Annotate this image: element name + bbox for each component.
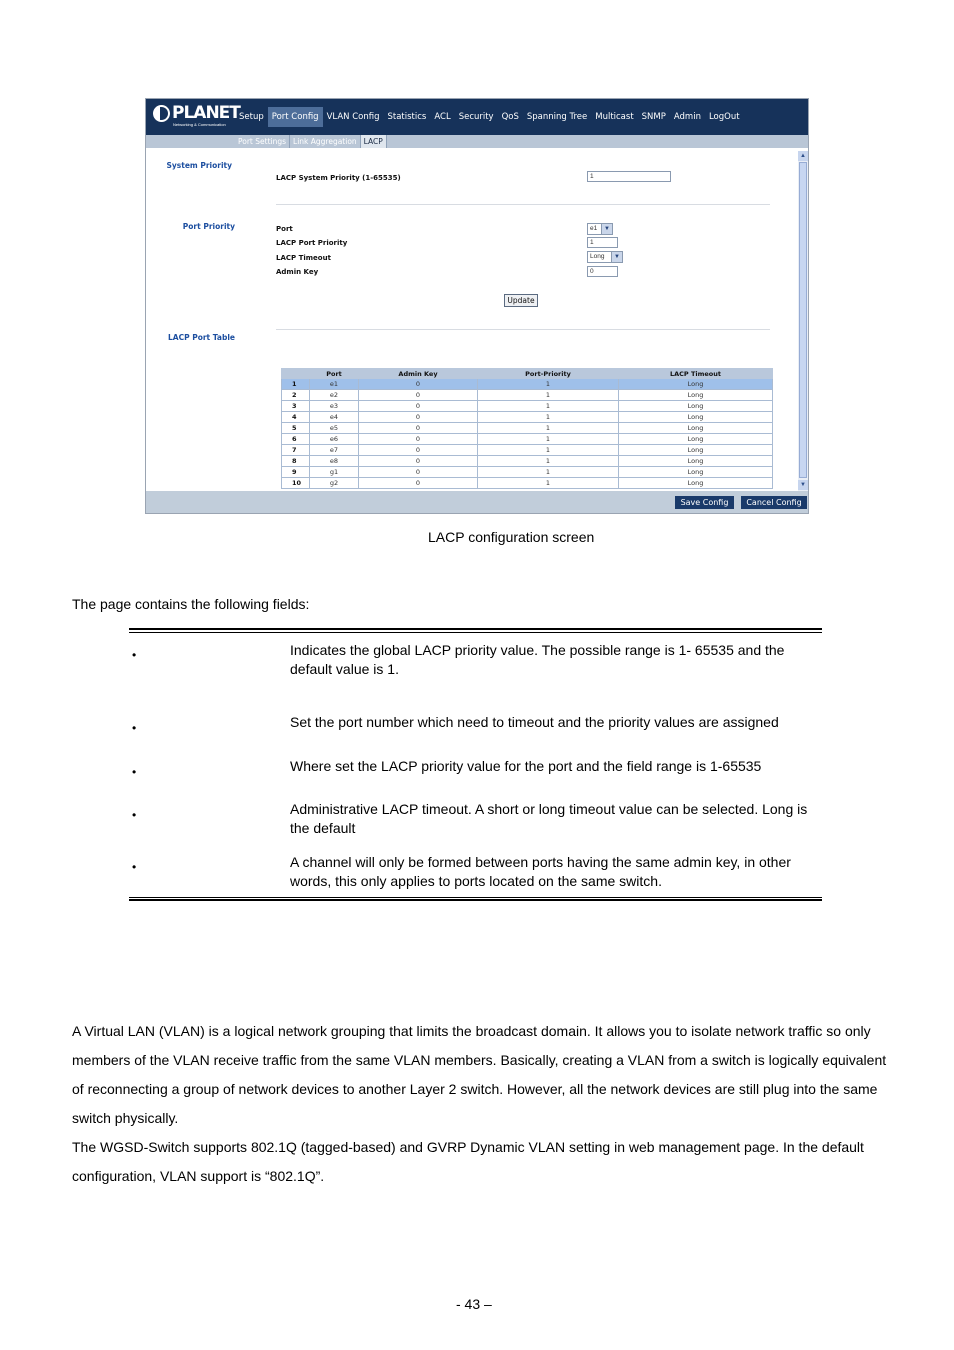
page-number: - 43 – bbox=[456, 1296, 492, 1312]
subnav-port-settings[interactable]: Port Settings bbox=[235, 135, 290, 148]
table-row[interactable] bbox=[282, 445, 773, 456]
table-header-blank bbox=[282, 369, 310, 379]
row-port: e6 bbox=[310, 434, 359, 445]
row-admin-key: 0 bbox=[359, 390, 478, 401]
row-lacp-timeout: Long bbox=[619, 390, 773, 401]
port-priority-section-label: Port Priority bbox=[182, 222, 235, 231]
row-index: 4 bbox=[282, 412, 310, 423]
table-header-port-priority: Port-Priority bbox=[478, 369, 619, 379]
planet-logo bbox=[153, 103, 240, 129]
row-port: e7 bbox=[310, 445, 359, 456]
chevron-down-icon: ▼ bbox=[611, 252, 622, 262]
row-lacp-timeout: Long bbox=[619, 423, 773, 434]
row-port-priority: 1 bbox=[478, 423, 619, 434]
update-button[interactable]: Update bbox=[504, 294, 538, 307]
row-admin-key: 0 bbox=[359, 456, 478, 467]
row-port-priority: 1 bbox=[478, 478, 619, 489]
bullet-icon: • bbox=[132, 860, 137, 874]
row-admin-key: 0 bbox=[359, 434, 478, 445]
vlan-paragraph-2: The WGSD-Switch supports 802.1Q (tagged-based) and GVRP Dynamic VLAN setting in web management page. In the default configuration, VLAN support is “802.1Q”. bbox=[72, 1139, 864, 1184]
table-bottom-rule-thin bbox=[129, 897, 822, 898]
field-description: Indicates the global LACP priority value. The possible range is 1- 65535 and the default value is 1. bbox=[290, 642, 785, 677]
row-port: e4 bbox=[310, 412, 359, 423]
port-select-value: e1 bbox=[590, 225, 598, 232]
table-top-rule-thin bbox=[129, 632, 822, 633]
table-top-rule bbox=[129, 628, 822, 630]
row-index: 2 bbox=[282, 390, 310, 401]
bullet-icon: • bbox=[132, 648, 137, 662]
row-lacp-timeout: Long bbox=[619, 467, 773, 478]
row-port: e3 bbox=[310, 401, 359, 412]
table-row[interactable] bbox=[282, 390, 773, 401]
sub-navigation-bar bbox=[146, 135, 809, 148]
nav-security[interactable]: Security bbox=[458, 112, 494, 122]
row-lacp-timeout: Long bbox=[619, 434, 773, 445]
table-header-admin-key: Admin Key bbox=[359, 369, 478, 379]
row-port-priority: 1 bbox=[478, 390, 619, 401]
row-index: 5 bbox=[282, 423, 310, 434]
nav-port-config[interactable]: Port Config bbox=[268, 107, 323, 127]
intro-text: The page contains the following fields: bbox=[72, 596, 310, 612]
section-divider bbox=[276, 204, 770, 205]
row-port-priority: 1 bbox=[478, 434, 619, 445]
row-index: 10 bbox=[282, 478, 310, 489]
chevron-down-icon: ▼ bbox=[601, 224, 612, 234]
field-description: Administrative LACP timeout. A short or long timeout value can be selected. Long is the default bbox=[290, 801, 808, 836]
row-port: g2 bbox=[310, 478, 359, 489]
port-select[interactable] bbox=[587, 223, 613, 235]
table-row[interactable] bbox=[282, 434, 773, 445]
table-row[interactable] bbox=[282, 423, 773, 434]
scrollbar-thumb[interactable] bbox=[799, 162, 807, 478]
nav-acl[interactable]: ACL bbox=[434, 112, 451, 122]
planet-logo-icon bbox=[153, 105, 170, 122]
row-admin-key: 0 bbox=[359, 412, 478, 423]
row-port-priority: 1 bbox=[478, 401, 619, 412]
bullet-icon: • bbox=[132, 808, 137, 822]
vlan-paragraph-1: A Virtual LAN (VLAN) is a logical network grouping that limits the broadcast domain. It allows you to isolate network traffic so only members of the VLAN receive traffic from the same VLAN members. Basically, creating a VLAN from a switch is logically equivalent of reconnecting a group of network devices to another Layer 2 switch. However, all the network devices are still plug into the same switch physically. bbox=[72, 1023, 887, 1126]
row-port-priority: 1 bbox=[478, 412, 619, 423]
top-navigation-bar bbox=[146, 99, 809, 135]
row-port: e5 bbox=[310, 423, 359, 434]
cancel-config-button[interactable]: Cancel Config bbox=[741, 496, 807, 509]
nav-vlan-config[interactable]: VLAN Config bbox=[326, 112, 380, 122]
table-row[interactable] bbox=[282, 467, 773, 478]
table-row[interactable] bbox=[282, 478, 773, 489]
row-lacp-timeout: Long bbox=[619, 401, 773, 412]
row-admin-key: 0 bbox=[359, 445, 478, 456]
lacp-timeout-select-value: Long bbox=[590, 253, 605, 260]
main-nav bbox=[235, 107, 744, 127]
row-index: 8 bbox=[282, 456, 310, 467]
lacp-port-priority-input[interactable]: 1 bbox=[587, 237, 618, 248]
nav-spanning-tree[interactable]: Spanning Tree bbox=[526, 112, 588, 122]
nav-qos[interactable]: QoS bbox=[501, 112, 519, 122]
table-header-lacp-timeout: LACP Timeout bbox=[619, 369, 773, 379]
table-header-port: Port bbox=[310, 369, 359, 379]
row-port: g1 bbox=[310, 467, 359, 478]
row-index: 3 bbox=[282, 401, 310, 412]
field-description: Where set the LACP priority value for the port and the field range is 1-65535 bbox=[290, 758, 762, 774]
row-index: 6 bbox=[282, 434, 310, 445]
scroll-up-icon[interactable]: ▲ bbox=[798, 151, 808, 161]
row-port: e2 bbox=[310, 390, 359, 401]
lacp-timeout-select[interactable] bbox=[587, 251, 623, 263]
figure-caption: LACP configuration screen bbox=[428, 529, 595, 545]
admin-key-input[interactable]: 0 bbox=[587, 266, 618, 277]
table-bottom-rule bbox=[129, 899, 822, 901]
table-row[interactable] bbox=[282, 456, 773, 467]
table-header-row bbox=[282, 369, 773, 379]
row-lacp-timeout: Long bbox=[619, 445, 773, 456]
admin-key-label: Admin Key bbox=[276, 268, 319, 276]
port-label: Port bbox=[276, 225, 293, 233]
lacp-port-table-section-label: LACP Port Table bbox=[168, 333, 235, 342]
row-port: e8 bbox=[310, 456, 359, 467]
subnav-link-aggregation[interactable]: Link Aggregation bbox=[290, 135, 361, 148]
row-admin-key: 0 bbox=[359, 423, 478, 434]
table-row[interactable] bbox=[282, 379, 773, 390]
row-admin-key: 0 bbox=[359, 478, 478, 489]
subnav-lacp[interactable]: LACP bbox=[361, 135, 387, 148]
lacp-port-table bbox=[281, 368, 773, 489]
row-admin-key: 0 bbox=[359, 379, 478, 390]
row-port-priority: 1 bbox=[478, 379, 619, 390]
row-lacp-timeout: Long bbox=[619, 379, 773, 390]
field-description: Set the port number which need to timeout and the priority values are assigned bbox=[290, 714, 779, 730]
lacp-timeout-label: LACP Timeout bbox=[276, 254, 331, 262]
table-row[interactable] bbox=[282, 412, 773, 423]
scroll-down-icon[interactable]: ▼ bbox=[798, 480, 808, 490]
nav-snmp[interactable]: SNMP bbox=[641, 112, 666, 122]
system-priority-section-label: System Priority bbox=[166, 161, 232, 170]
logo-tagline: Networking & Communication bbox=[173, 122, 226, 127]
nav-statistics[interactable]: Statistics bbox=[387, 112, 427, 122]
row-port-priority: 1 bbox=[478, 445, 619, 456]
save-config-button[interactable]: Save Config bbox=[675, 496, 734, 509]
nav-setup[interactable]: Setup bbox=[239, 112, 264, 122]
vertical-scrollbar[interactable] bbox=[798, 151, 808, 491]
bullet-icon: • bbox=[132, 765, 137, 779]
table-row[interactable] bbox=[282, 401, 773, 412]
bullet-icon: • bbox=[132, 721, 137, 735]
section-divider bbox=[276, 329, 770, 330]
lacp-system-priority-input[interactable]: 1 bbox=[587, 171, 671, 182]
lacp-port-priority-label: LACP Port Priority bbox=[276, 239, 348, 247]
lacp-config-screenshot bbox=[145, 98, 809, 514]
row-admin-key: 0 bbox=[359, 467, 478, 478]
nav-multicast[interactable]: Multicast bbox=[595, 112, 634, 122]
nav-admin[interactable]: Admin bbox=[673, 112, 701, 122]
row-index: 1 bbox=[282, 379, 310, 390]
row-index: 9 bbox=[282, 467, 310, 478]
row-port-priority: 1 bbox=[478, 467, 619, 478]
row-lacp-timeout: Long bbox=[619, 412, 773, 423]
sub-nav bbox=[235, 135, 387, 148]
field-description: A channel will only be formed between ports having the same admin key, in other words, this only applies to ports located on the same switch. bbox=[290, 854, 791, 889]
row-port: e1 bbox=[310, 379, 359, 390]
logo-brand: PLANET bbox=[172, 103, 240, 123]
nav-logout[interactable]: LogOut bbox=[708, 112, 740, 122]
row-index: 7 bbox=[282, 445, 310, 456]
row-lacp-timeout: Long bbox=[619, 478, 773, 489]
lacp-system-priority-label: LACP System Priority (1-65535) bbox=[276, 174, 401, 182]
row-admin-key: 0 bbox=[359, 401, 478, 412]
row-port-priority: 1 bbox=[478, 456, 619, 467]
row-lacp-timeout: Long bbox=[619, 456, 773, 467]
bottom-action-bar bbox=[146, 491, 809, 514]
